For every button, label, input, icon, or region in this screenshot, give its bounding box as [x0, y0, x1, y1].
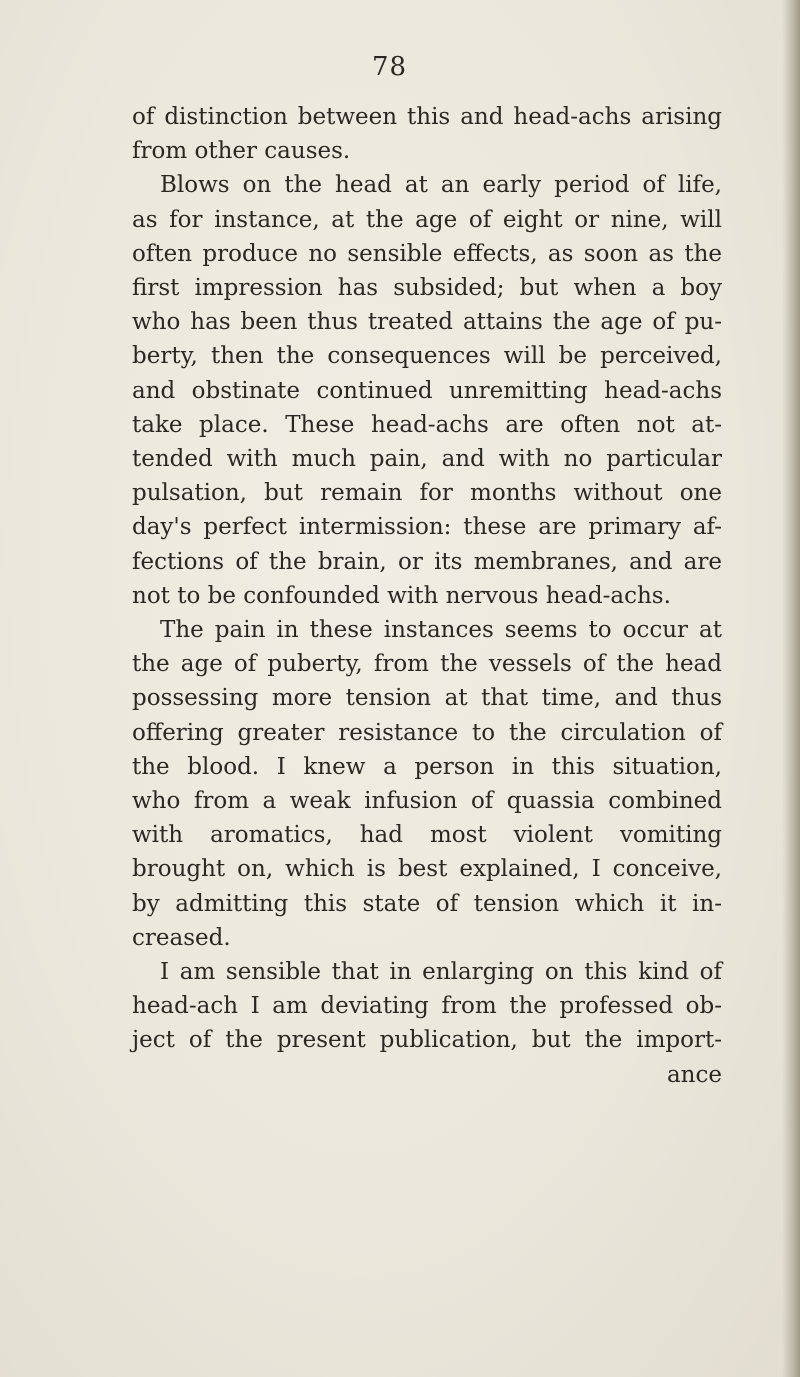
text-line: the blood. I knew a person in this situation,: [132, 753, 722, 780]
text-line: creased.: [132, 924, 231, 951]
text-line: take place. These head-achs are often not at-: [132, 411, 722, 438]
text-line: I am sensible that in enlarging on this kind of: [160, 959, 722, 986]
text-line: with aromatics, had most violent vomiting: [132, 822, 722, 849]
text-line: from other causes.: [132, 138, 351, 165]
text-line: fections of the brain, or its membranes, and are: [132, 548, 722, 575]
text-line: and obstinate continued unremitting head-achs: [132, 377, 722, 404]
text-line: the age of puberty, from the vessels of the head: [132, 651, 722, 678]
text-line: possessing more tension at that time, and thus: [132, 685, 722, 712]
text-line: who has been thus treated attains the age of pu-: [132, 309, 722, 336]
text-line: day's perfect intermission: these are primary af-: [132, 514, 722, 541]
text-line: offering greater resistance to the circulation of: [132, 719, 722, 746]
page-edge-shadow: [782, 0, 800, 1377]
text-line: The pain in these instances seems to occur at: [160, 617, 722, 644]
text-line: of distinction between this and head-achs arising: [132, 104, 722, 130]
text-line: brought on, which is best explained, I conceive,: [132, 856, 722, 883]
text-line: Blows on the head at an early period of life,: [160, 172, 722, 199]
text-line: who from a weak infusion of quassia combined: [132, 788, 722, 815]
text-line: not to be confounded with nervous head-achs.: [132, 582, 671, 609]
text-line: tended with much pain, and with no particular: [132, 446, 722, 473]
text-line: ject of the present publication, but the import-: [132, 1027, 722, 1054]
text-line: often produce no sensible effects, as soon as the: [132, 240, 722, 267]
text-line: pulsation, but remain for months without one: [132, 480, 722, 507]
text-line: by admitting this state of tension which it in-: [132, 890, 722, 917]
catchword: ance: [666, 1061, 722, 1088]
text-line: first impression has subsided; but when a boy: [132, 275, 722, 302]
text-line: as for instance, at the age of eight or nine, will: [132, 206, 722, 233]
text-line: berty, then the consequences will be perceived,: [132, 343, 722, 370]
text-line: head-ach I am deviating from the professed ob-: [132, 993, 722, 1020]
body-text: [132, 100, 722, 1092]
page-number: 78: [372, 52, 408, 82]
